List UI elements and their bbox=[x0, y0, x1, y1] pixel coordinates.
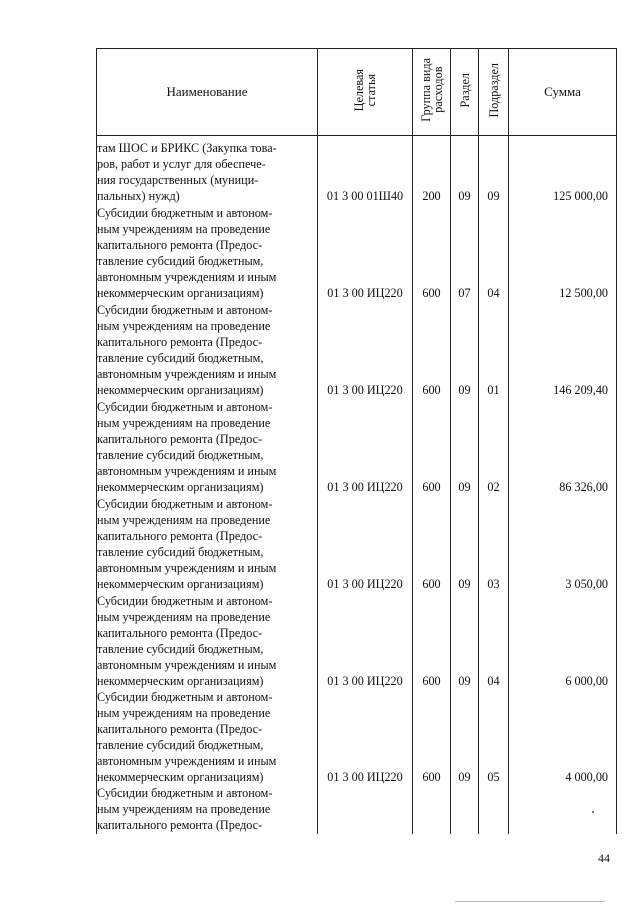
row-group: 600 bbox=[413, 689, 451, 786]
header-subsection: Подраздел bbox=[486, 62, 501, 118]
row-sum: 12 500,00 bbox=[509, 204, 617, 301]
row-name: Субсидии бюджетным и автоном- ным учреждениям на проведение капитального ремонта (Предос- тавление субсидий бюджетным, автономным учреждениям и иным некоммерческим организациям) bbox=[97, 204, 318, 301]
row-section: 09 bbox=[451, 301, 479, 398]
scan-dot bbox=[592, 811, 594, 813]
row-group: 200 bbox=[413, 136, 451, 204]
table-row bbox=[97, 785, 617, 834]
row-name: Субсидии бюджетным и автоном- ным учреждениям на проведение капитального ремонта (Предос- тавление субсидий бюджетным, автономным учреждениям и иным некоммерческим организациям) bbox=[97, 689, 318, 786]
header-group: Группа вида расходов bbox=[418, 58, 445, 122]
header-section: Раздел bbox=[457, 72, 472, 108]
table-row bbox=[97, 398, 617, 495]
table-row bbox=[97, 136, 617, 204]
row-subsection: 01 bbox=[479, 301, 509, 398]
row-code: 01 3 00 01Ш40 bbox=[318, 136, 413, 204]
row-sum: 86 326,00 bbox=[509, 398, 617, 495]
row-code: 01 3 00 ИЦ220 bbox=[318, 204, 413, 301]
row-section: 09 bbox=[451, 592, 479, 689]
table-row bbox=[97, 495, 617, 592]
header-code-cell bbox=[318, 49, 413, 136]
row-subsection: 04 bbox=[479, 204, 509, 301]
header-group-cell bbox=[413, 49, 451, 136]
row-group: 600 bbox=[413, 204, 451, 301]
row-section: 09 bbox=[451, 136, 479, 204]
row-subsection: 03 bbox=[479, 495, 509, 592]
row-name: Субсидии бюджетным и автоном- ным учреждениям на проведение капитального ремонта (Предос- тавление субсидий бюджетным, автономным учреждениям и иным некоммерческим организациям) bbox=[97, 495, 318, 592]
row-section: 07 bbox=[451, 204, 479, 301]
header-section-cell bbox=[451, 49, 479, 136]
table-row bbox=[97, 204, 617, 301]
table-row bbox=[97, 689, 617, 786]
row-name: Субсидии бюджетным и автоном- ным учреждениям на проведение капитального ремонта (Предос- bbox=[97, 785, 318, 834]
table-header bbox=[97, 49, 617, 136]
row-subsection: 05 bbox=[479, 689, 509, 786]
row-section: 09 bbox=[451, 398, 479, 495]
header-subsection-cell bbox=[479, 49, 509, 136]
page-number: 44 bbox=[598, 851, 610, 865]
row-group: 600 bbox=[413, 398, 451, 495]
row-sum: 146 209,40 bbox=[509, 301, 617, 398]
row-sum: 4 000,00 bbox=[509, 689, 617, 786]
row-group bbox=[413, 785, 451, 834]
header-sum: Сумма bbox=[509, 49, 617, 136]
table-row bbox=[97, 592, 617, 689]
row-section bbox=[451, 785, 479, 834]
row-subsection: 04 bbox=[479, 592, 509, 689]
budget-table bbox=[96, 48, 617, 834]
header-code: Целевая статья bbox=[352, 68, 378, 112]
row-code: 01 3 00 ИЦ220 bbox=[318, 495, 413, 592]
row-subsection: 02 bbox=[479, 398, 509, 495]
row-group: 600 bbox=[413, 301, 451, 398]
row-section: 09 bbox=[451, 495, 479, 592]
row-group: 600 bbox=[413, 592, 451, 689]
row-name: Субсидии бюджетным и автоном- ным учреждениям на проведение капитального ремонта (Предос- тавление субсидий бюджетным, автономным учреждениям и иным некоммерческим организациям) bbox=[97, 301, 318, 398]
row-section: 09 bbox=[451, 689, 479, 786]
table-body bbox=[97, 136, 617, 835]
row-sum: 6 000,00 bbox=[509, 592, 617, 689]
row-code: 01 3 00 ИЦ220 bbox=[318, 689, 413, 786]
row-code: 01 3 00 ИЦ220 bbox=[318, 592, 413, 689]
row-sum: 3 050,00 bbox=[509, 495, 617, 592]
row-name: Субсидии бюджетным и автоном- ным учреждениям на проведение капитального ремонта (Предос- тавление субсидий бюджетным, автономным учреждениям и иным некоммерческим организациям) bbox=[97, 592, 318, 689]
header-name: Наименование bbox=[97, 49, 318, 136]
row-name: там ШОС и БРИКС (Закупка това- ров, работ и услуг для обеспече- ния государственных (муници- пальных) нужд) bbox=[97, 136, 318, 204]
row-code bbox=[318, 785, 413, 834]
table-row bbox=[97, 301, 617, 398]
row-subsection bbox=[479, 785, 509, 834]
row-code: 01 3 00 ИЦ220 bbox=[318, 398, 413, 495]
row-code: 01 3 00 ИЦ220 bbox=[318, 301, 413, 398]
page-edge-line bbox=[455, 901, 605, 902]
row-name: Субсидии бюджетным и автоном- ным учреждениям на проведение капитального ремонта (Предос- тавление субсидий бюджетным, автономным учреждениям и иным некоммерческим организациям) bbox=[97, 398, 318, 495]
row-subsection: 09 bbox=[479, 136, 509, 204]
row-group: 600 bbox=[413, 495, 451, 592]
row-sum: 125 000,00 bbox=[509, 136, 617, 204]
row-sum bbox=[509, 785, 617, 834]
